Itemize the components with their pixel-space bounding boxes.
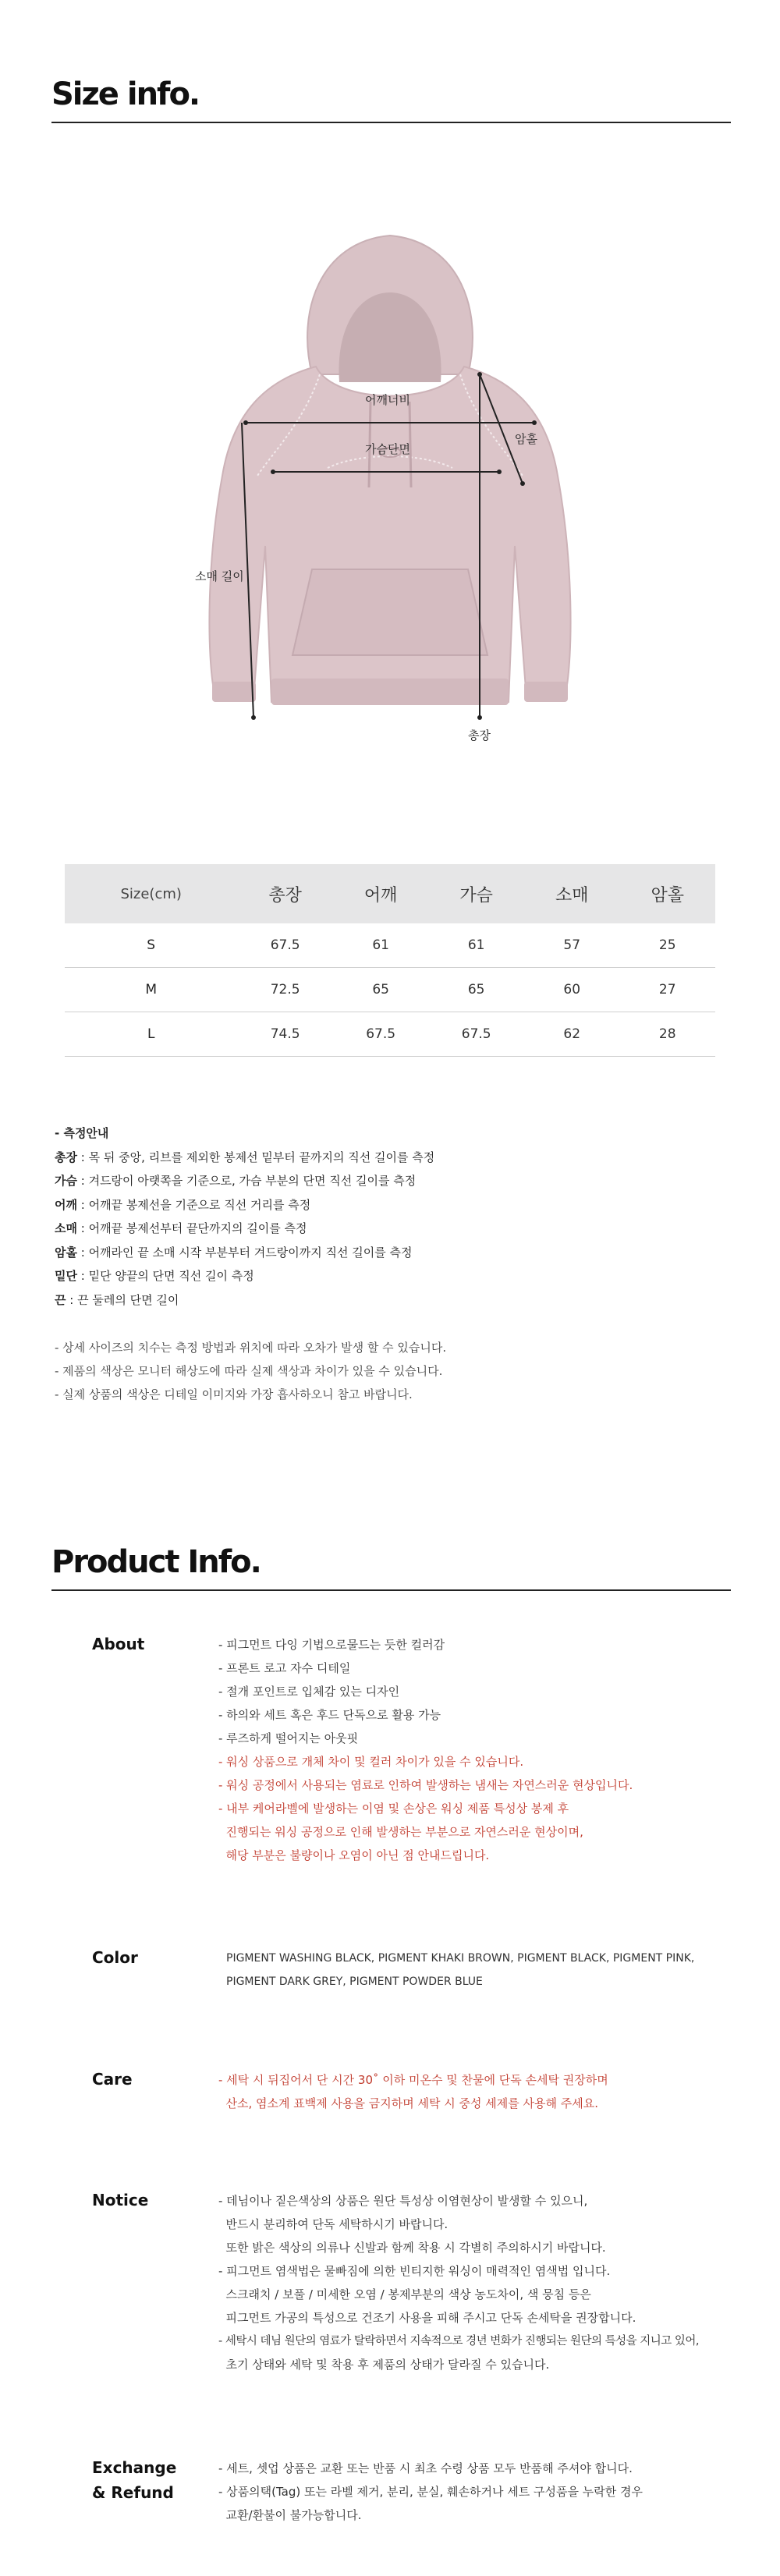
notice-line: - 피그먼트 염색법은 물빠짐에 의한 빈티지한 워싱이 매력적인 염색법 입니다. — [218, 2264, 611, 2278]
size-info-divider — [51, 122, 731, 123]
size-notes — [55, 1336, 601, 1406]
care-line: - 세탁 시 뒤집어서 단 시간 30˚ 이하 미온수 및 찬물에 단독 손세탁 권장하며 — [218, 2073, 608, 2087]
measurement-term: 어깨 — [55, 1197, 77, 1212]
table-cell: 74.5 — [237, 1012, 333, 1057]
color-label: Color — [92, 1948, 138, 1967]
about-warning-line: - 워싱 상품으로 개체 차이 및 컬러 차이가 있을 수 있습니다. — [218, 1755, 524, 1769]
exchange-line: - 상품의택(Tag) 또는 라벨 제거, 분리, 분실, 훼손하거나 세트 구성품을 누락한 경우 — [218, 2485, 643, 2499]
about-warning-line: - 내부 케어라벨에 발생하는 이염 및 손상은 워싱 제품 특성상 봉제 후 — [218, 1802, 569, 1816]
length-label: 총장 — [468, 728, 491, 742]
about-warning-line: 해당 부분은 불량이나 오염이 아닌 점 안내드립니다. — [218, 1848, 490, 1862]
about-line: - 피그먼트 다잉 기법으로물드는 듯한 컬러감 — [218, 1638, 445, 1652]
table-cell: 61 — [333, 923, 429, 968]
measurement-term: 총장 — [55, 1150, 77, 1164]
notice-line: - 세탁시 데님 원단의 염료가 탈락하면서 지속적으로 경년 변화가 진행되는 원단의 특성을 지니고 있어, — [218, 2335, 700, 2347]
measurement-desc: : 끈 둘레의 단면 길이 — [66, 1292, 179, 1307]
header-armhole: 암홀 — [619, 864, 715, 923]
shoulder-label: 어깨너비 — [365, 393, 410, 407]
header-sleeve: 소매 — [524, 864, 620, 923]
table-row — [65, 923, 715, 968]
header-length: 총장 — [237, 864, 333, 923]
color-line: PIGMENT DARK GREY, PIGMENT POWDER BLUE — [226, 1975, 483, 1988]
table-cell: 60 — [524, 968, 620, 1012]
table-cell: 57 — [524, 923, 620, 968]
notice-list — [218, 2189, 699, 2376]
measurement-term: 가슴 — [55, 1174, 77, 1188]
note-line: - 상세 사이즈의 치수는 측정 방법과 위치에 따라 오차가 발생 할 수 있습니다. — [55, 1341, 447, 1355]
color-list — [226, 1947, 694, 1993]
table-row — [65, 1012, 715, 1057]
exchange-refund-label — [92, 2455, 176, 2505]
measurement-term: 소매 — [55, 1221, 77, 1235]
measurement-item — [55, 1241, 523, 1265]
about-list — [218, 1633, 633, 1867]
table-cell: 67.5 — [428, 1012, 524, 1057]
measurement-desc: : 밑단 양끝의 단면 직선 길이 측정 — [76, 1269, 254, 1283]
about-line: - 프론트 로고 자수 디테일 — [218, 1661, 351, 1675]
exchange-label: Exchange — [92, 2458, 177, 2477]
notice-line: 반드시 분리하여 단독 세탁하시기 바랍니다. — [218, 2217, 448, 2231]
size-table-header — [65, 864, 715, 923]
notice-line: 초기 상태와 세탁 및 착용 후 제품의 상태가 달라질 수 있습니다. — [218, 2358, 550, 2372]
about-line: - 절개 포인트로 입체감 있는 디자인 — [218, 1685, 400, 1699]
measurement-term: 끈 — [55, 1292, 66, 1307]
notice-line: - 데님이나 짙은색상의 상품은 원단 특성상 이염현상이 발생할 수 있으니, — [218, 2194, 588, 2208]
measurement-item — [55, 1169, 523, 1193]
measurement-desc: : 어깨라인 끝 소매 시작 부분부터 겨드랑이까지 직선 길이를 측정 — [76, 1245, 413, 1260]
measurement-desc: : 목 뒤 중앙, 리브를 제외한 봉제선 밑부터 끝까지의 직선 길이를 측정 — [76, 1150, 435, 1164]
chest-label: 가슴단면 — [365, 442, 410, 456]
product-info-title: Product Info. — [51, 1544, 261, 1580]
about-warning-line: 진행되는 워싱 공정으로 인해 발생하는 부분으로 자연스러운 현상이며, — [218, 1825, 583, 1839]
care-label: Care — [92, 2070, 133, 2089]
size-name: S — [65, 923, 237, 968]
color-line: PIGMENT WASHING BLACK, PIGMENT KHAKI BROWN, PIGMENT BLACK, PIGMENT PINK, — [226, 1952, 695, 1965]
measurement-guide — [55, 1121, 523, 1312]
size-name: L — [65, 1012, 237, 1057]
about-warning-line: - 워싱 공정에서 사용되는 염료로 인하여 발생하는 냄새는 자연스러운 현상입니다. — [218, 1778, 633, 1792]
notice-line: 또한 밝은 색상의 의류나 신발과 함께 착용 시 각별히 주의하시기 바랍니다. — [218, 2241, 606, 2255]
table-cell: 61 — [428, 923, 524, 968]
measurement-term: 밑단 — [55, 1269, 77, 1283]
table-cell: 62 — [524, 1012, 620, 1057]
exchange-line: - 세트, 셋업 상품은 교환 또는 반품 시 최초 수령 상품 모두 반품해 주셔야 합니다. — [218, 2461, 633, 2475]
table-row — [65, 968, 715, 1012]
measurement-desc: : 겨드랑이 아랫쪽을 기준으로, 가슴 부분의 단면 직선 길이를 측정 — [76, 1174, 417, 1188]
hoodie-illustration — [179, 218, 601, 749]
measurement-heading: - 측정안내 — [55, 1126, 109, 1140]
header-shoulder: 어깨 — [333, 864, 429, 923]
table-cell: 67.5 — [333, 1012, 429, 1057]
note-line: - 제품의 색상은 모니터 해상도에 따라 실제 색상과 차이가 있을 수 있습니다. — [55, 1364, 443, 1378]
measurement-item — [55, 1264, 523, 1288]
notice-line: 스크래치 / 보풀 / 미세한 오염 / 봉제부분의 색상 농도차이, 색 뭉침 등은 — [218, 2287, 591, 2301]
about-line: - 루즈하게 떨어지는 아웃핏 — [218, 1731, 359, 1745]
product-info-divider — [51, 1589, 731, 1591]
measurement-desc: : 어깨끝 봉제선을 기준으로 직선 거리를 측정 — [76, 1197, 311, 1212]
header-chest: 가슴 — [428, 864, 524, 923]
table-cell: 72.5 — [237, 968, 333, 1012]
exchange-line: 교환/환불이 불가능합니다. — [218, 2508, 362, 2522]
exchange-list — [218, 2457, 643, 2527]
measurement-term: 암홀 — [55, 1245, 77, 1260]
measurement-item — [55, 1217, 523, 1241]
care-line: 산소, 염소계 표백제 사용을 금지하며 세탁 시 중성 세제를 사용해 주세요. — [218, 2096, 598, 2110]
table-cell: 67.5 — [237, 923, 333, 968]
table-cell: 65 — [333, 968, 429, 1012]
notice-label: Notice — [92, 2191, 149, 2209]
about-line: - 하의와 세트 혹은 후드 단독으로 활용 가능 — [218, 1708, 441, 1722]
measurement-desc: : 어깨끝 봉제선부터 끝단까지의 길이를 측정 — [76, 1221, 307, 1235]
size-name: M — [65, 968, 237, 1012]
table-cell: 65 — [428, 968, 524, 1012]
measurement-item — [55, 1193, 523, 1217]
about-label: About — [92, 1635, 145, 1653]
measurement-item — [55, 1146, 523, 1170]
care-list — [218, 2068, 608, 2115]
measurement-item — [55, 1288, 523, 1313]
hoodie-drawing — [179, 218, 601, 749]
size-table — [65, 864, 715, 1057]
table-cell: 25 — [619, 923, 715, 968]
table-cell: 27 — [619, 968, 715, 1012]
note-line: - 실제 상품의 색상은 디테일 이미지와 가장 흡사하오니 참고 바랍니다. — [55, 1387, 413, 1401]
header-size: Size(cm) — [65, 864, 237, 923]
table-cell: 28 — [619, 1012, 715, 1057]
size-info-title: Size info. — [51, 76, 200, 112]
armhole-label: 암홀 — [515, 432, 537, 446]
refund-label: & Refund — [92, 2483, 174, 2502]
notice-line: 피그먼트 가공의 특성으로 건조기 사용을 피해 주시고 단독 손세탁을 권장합니다. — [218, 2311, 636, 2325]
sleeve-label: 소매 길이 — [195, 569, 244, 583]
